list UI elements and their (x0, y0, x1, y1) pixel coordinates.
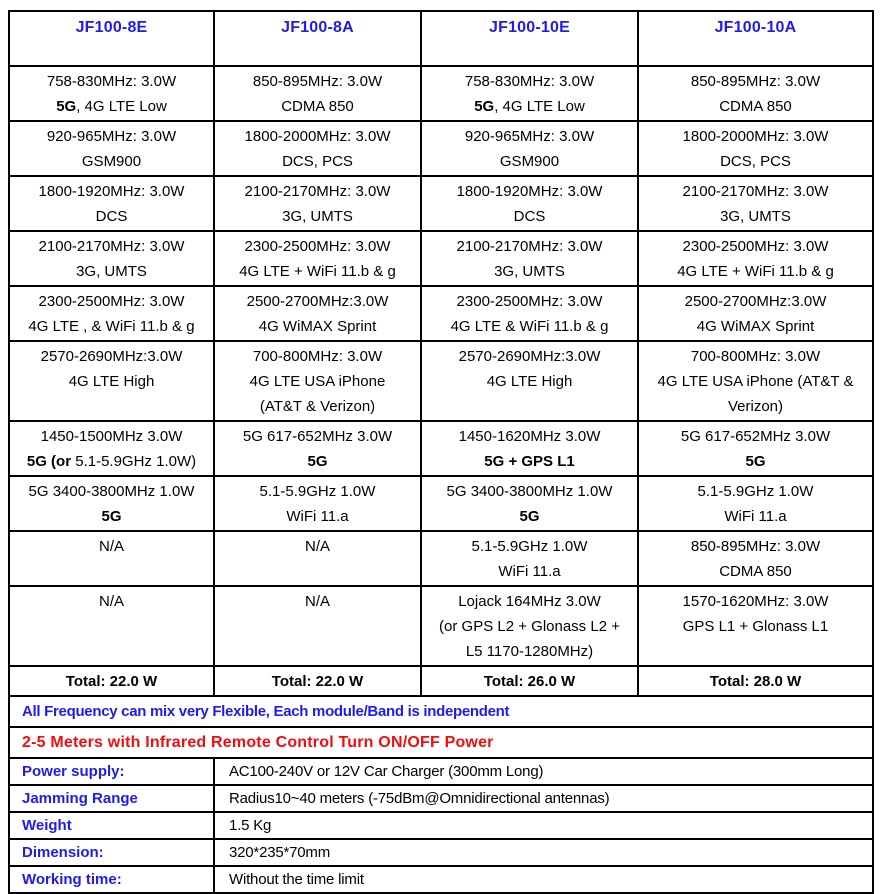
band-row (9, 66, 873, 121)
band-line (216, 234, 419, 259)
band-line (216, 289, 419, 314)
total-jf100-10e: Total: 26.0 W (421, 666, 638, 696)
band-text: N/A (98, 593, 124, 610)
note-remote-control: 2-5 Meters with Infrared Remote Control Turn ON/OFF Power (9, 727, 873, 758)
band-line (423, 94, 636, 119)
band-line (423, 424, 636, 449)
band-rows (9, 66, 873, 666)
band-text: 5.1-5.9GHz 1.0W (259, 483, 376, 500)
band-text: 5G (56, 98, 77, 115)
band-line (423, 369, 636, 394)
total-jf100-8e: Total: 22.0 W (9, 666, 214, 696)
band-text: WiFi 11.a (286, 508, 349, 525)
band-text: 4G LTE , & WiFi 11.b & g (28, 318, 195, 335)
band-text: 2300-2500MHz: 3.0W (682, 238, 829, 255)
band-cell-r1-c4 (638, 66, 873, 121)
band-line (640, 424, 871, 449)
band-line (11, 234, 212, 259)
band-cell-r6-c2 (214, 341, 421, 421)
band-row (9, 421, 873, 476)
band-row (9, 476, 873, 531)
band-line (11, 534, 212, 559)
band-text: Lojack 164MHz 3.0W (458, 593, 601, 610)
band-line (423, 589, 636, 614)
model-header-jf100-10e: JF100-10E (421, 11, 638, 66)
model-header-jf100-10a: JF100-10A (638, 11, 873, 66)
band-text: DCS, PCS (282, 153, 353, 170)
band-line (11, 449, 212, 474)
spec-row-power-supply (9, 758, 873, 785)
band-cell-r9-c4 (638, 531, 873, 586)
band-cell-r3-c1 (9, 176, 214, 231)
band-text: 2570-2690MHz:3.0W (40, 348, 183, 365)
spec-row-weight (9, 812, 873, 839)
model-header-row (9, 11, 873, 66)
band-text: 2100-2170MHz: 3.0W (682, 183, 829, 200)
spec-row-jamming-range (9, 785, 873, 812)
band-text: 2100-2170MHz: 3.0W (456, 238, 603, 255)
band-line (11, 314, 212, 339)
band-cell-r3-c2 (214, 176, 421, 231)
band-text: 3G, UMTS (494, 263, 565, 280)
band-line (640, 479, 871, 504)
band-line (640, 449, 871, 474)
band-line (423, 504, 636, 529)
band-text: 2300-2500MHz: 3.0W (38, 293, 185, 310)
band-text: L5 1170-1280MHz) (465, 643, 594, 660)
band-text: 1450-1620MHz 3.0W (458, 428, 601, 445)
band-line (423, 179, 636, 204)
band-text: 2500-2700MHz:3.0W (684, 293, 827, 310)
band-text: CDMA 850 (719, 98, 792, 115)
band-line (216, 259, 419, 284)
band-line (216, 149, 419, 174)
band-text: , 4G LTE Low (76, 98, 167, 115)
band-text: 1800-1920MHz: 3.0W (456, 183, 603, 200)
band-line (423, 149, 636, 174)
band-text: 5G 617-652MHz 3.0W (242, 428, 393, 445)
band-text: 5G (or (26, 453, 72, 470)
band-text: 850-895MHz: 3.0W (690, 73, 821, 90)
band-line (640, 369, 871, 394)
band-text: 5G (307, 453, 328, 470)
band-text: 850-895MHz: 3.0W (690, 538, 821, 555)
band-text: 5G + GPS L1 (484, 453, 575, 470)
band-text: 4G WiMAX Sprint (258, 318, 377, 335)
band-line (216, 589, 419, 614)
band-line (640, 234, 871, 259)
band-line (640, 204, 871, 229)
band-line (640, 559, 871, 584)
band-line (216, 124, 419, 149)
band-line (11, 369, 212, 394)
band-cell-r6-c3 (421, 341, 638, 421)
band-cell-r7-c1 (9, 421, 214, 476)
band-line (640, 314, 871, 339)
band-text: 5.1-5.9GHz 1.0W (471, 538, 588, 555)
band-cell-r2-c3 (421, 121, 638, 176)
band-text: 4G LTE High (486, 373, 573, 390)
band-text: 1800-2000MHz: 3.0W (244, 128, 391, 145)
spec-value-weight: 1.5 Kg (214, 812, 873, 839)
band-cell-r3-c3 (421, 176, 638, 231)
band-cell-r4-c4 (638, 231, 873, 286)
band-line (216, 534, 419, 559)
band-cell-r9-c3 (421, 531, 638, 586)
band-text: DCS, PCS (720, 153, 791, 170)
band-line (216, 69, 419, 94)
band-row (9, 176, 873, 231)
spec-row-dimension (9, 839, 873, 866)
band-line (11, 424, 212, 449)
note-flexibility: All Frequency can mix very Flexible, Each module/Band is independent (9, 696, 873, 727)
band-cell-r10-c3 (421, 586, 638, 666)
band-text: 5G 3400-3800MHz 1.0W (28, 483, 195, 500)
band-text: 5G (474, 98, 495, 115)
band-line (640, 614, 871, 639)
band-cell-r5-c3 (421, 286, 638, 341)
band-text: 4G LTE + WiFi 11.b & g (677, 263, 834, 280)
spec-label-weight: Weight (9, 812, 214, 839)
spec-label-dimension: Dimension: (9, 839, 214, 866)
band-text: 4G LTE + WiFi 11.b & g (239, 263, 396, 280)
model-header-jf100-8e: JF100-8E (9, 11, 214, 66)
band-line (216, 94, 419, 119)
band-row (9, 121, 873, 176)
spec-value-dimension: 320*235*70mm (214, 839, 873, 866)
band-text: DCS (513, 208, 546, 225)
band-line (11, 479, 212, 504)
band-line (11, 69, 212, 94)
total-jf100-8a: Total: 22.0 W (214, 666, 421, 696)
band-text: 5G 3400-3800MHz 1.0W (446, 483, 613, 500)
band-text: 5G 617-652MHz 3.0W (680, 428, 831, 445)
band-line (11, 504, 212, 529)
band-cell-r10-c2 (214, 586, 421, 666)
spec-value-power-supply: AC100-240V or 12V Car Charger (300mm Long) (214, 758, 873, 785)
band-text: 1800-2000MHz: 3.0W (682, 128, 829, 145)
model-header-jf100-8a: JF100-8A (214, 11, 421, 66)
band-text: 3G, UMTS (282, 208, 353, 225)
band-line (216, 344, 419, 369)
total-jf100-10a: Total: 28.0 W (638, 666, 873, 696)
band-text: 5G (101, 508, 122, 525)
band-line (640, 394, 871, 419)
band-text: 850-895MHz: 3.0W (252, 73, 383, 90)
band-line (423, 289, 636, 314)
band-cell-r2-c2 (214, 121, 421, 176)
band-cell-r3-c4 (638, 176, 873, 231)
band-cell-r8-c3 (421, 476, 638, 531)
band-row (9, 531, 873, 586)
band-line (216, 369, 419, 394)
band-cell-r8-c1 (9, 476, 214, 531)
product-comparison-table (8, 10, 874, 894)
band-line (423, 124, 636, 149)
band-line (11, 179, 212, 204)
band-line (216, 204, 419, 229)
band-line (640, 124, 871, 149)
band-text: N/A (98, 538, 124, 555)
total-row (9, 666, 873, 696)
band-row (9, 286, 873, 341)
band-line (423, 204, 636, 229)
band-cell-r10-c1 (9, 586, 214, 666)
note-remote-control-row (9, 727, 873, 758)
band-line (640, 94, 871, 119)
band-line (640, 259, 871, 284)
band-line (423, 614, 636, 639)
band-text: 4G LTE USA iPhone (249, 373, 386, 390)
band-text: 4G LTE & WiFi 11.b & g (450, 318, 609, 335)
band-line (640, 289, 871, 314)
band-line (423, 69, 636, 94)
band-cell-r8-c4 (638, 476, 873, 531)
band-text: GSM900 (499, 153, 560, 170)
spec-value-working-time: Without the time limit (214, 866, 873, 893)
spec-label-jamming-range: Jamming Range (9, 785, 214, 812)
band-line (423, 449, 636, 474)
band-text: 4G WiMAX Sprint (696, 318, 815, 335)
band-line (216, 394, 419, 419)
band-cell-r10-c4 (638, 586, 873, 666)
band-line (423, 559, 636, 584)
band-line (11, 124, 212, 149)
spec-value-jamming-range: Radius10~40 meters (-75dBm@Omnidirectional antennas) (214, 785, 873, 812)
band-line (11, 204, 212, 229)
band-line (11, 94, 212, 119)
band-text: 758-830MHz: 3.0W (464, 73, 595, 90)
band-line (216, 504, 419, 529)
band-text: GPS L1 + Glonass L1 (682, 618, 829, 635)
band-line (640, 504, 871, 529)
band-line (216, 479, 419, 504)
band-line (640, 589, 871, 614)
band-text: 920-965MHz: 3.0W (46, 128, 177, 145)
band-text: 2100-2170MHz: 3.0W (38, 238, 185, 255)
band-cell-r9-c1 (9, 531, 214, 586)
band-text: N/A (304, 593, 330, 610)
band-line (640, 344, 871, 369)
note-flexibility-row (9, 696, 873, 727)
band-text: 1800-1920MHz: 3.0W (38, 183, 185, 200)
band-line (640, 534, 871, 559)
band-line (423, 259, 636, 284)
band-line (423, 534, 636, 559)
band-text: 3G, UMTS (720, 208, 791, 225)
band-text: 4G LTE High (68, 373, 155, 390)
band-text: CDMA 850 (719, 563, 792, 580)
band-cell-r5-c4 (638, 286, 873, 341)
band-cell-r2-c1 (9, 121, 214, 176)
band-line (11, 289, 212, 314)
band-text: (or GPS L2 + Glonass L2 + (439, 618, 620, 635)
band-line (423, 314, 636, 339)
band-text: 5G (519, 508, 540, 525)
band-cell-r4-c1 (9, 231, 214, 286)
band-line (423, 344, 636, 369)
band-text: 1450-1500MHz 3.0W (40, 428, 183, 445)
band-cell-r6-c4 (638, 341, 873, 421)
band-text: 4G LTE USA iPhone (AT&T & (657, 373, 854, 390)
band-cell-r1-c1 (9, 66, 214, 121)
band-text: 2100-2170MHz: 3.0W (244, 183, 391, 200)
band-line (423, 479, 636, 504)
band-text: 5G (745, 453, 766, 470)
band-line (216, 179, 419, 204)
band-row (9, 341, 873, 421)
band-cell-r1-c3 (421, 66, 638, 121)
band-line (640, 69, 871, 94)
band-cell-r4-c2 (214, 231, 421, 286)
band-text: 1570-1620MHz: 3.0W (682, 593, 829, 610)
band-row (9, 586, 873, 666)
band-text: GSM900 (81, 153, 142, 170)
band-line (11, 589, 212, 614)
band-text: 758-830MHz: 3.0W (46, 73, 177, 90)
band-text: N/A (304, 538, 330, 555)
band-line (216, 314, 419, 339)
band-line (423, 639, 636, 664)
band-text: , 4G LTE Low (494, 98, 585, 115)
band-cell-r2-c4 (638, 121, 873, 176)
band-line (11, 344, 212, 369)
band-text: 5.1-5.9GHz 1.0W) (71, 453, 197, 470)
band-text: 700-800MHz: 3.0W (252, 348, 383, 365)
band-cell-r6-c1 (9, 341, 214, 421)
band-line (216, 424, 419, 449)
band-line (640, 179, 871, 204)
band-text: 2300-2500MHz: 3.0W (456, 293, 603, 310)
band-text: CDMA 850 (281, 98, 354, 115)
band-text: 920-965MHz: 3.0W (464, 128, 595, 145)
band-line (11, 259, 212, 284)
band-text: DCS (95, 208, 128, 225)
spec-row-working-time (9, 866, 873, 893)
band-text: 2500-2700MHz:3.0W (246, 293, 389, 310)
band-cell-r5-c2 (214, 286, 421, 341)
band-cell-r8-c2 (214, 476, 421, 531)
band-row (9, 231, 873, 286)
band-text: 5.1-5.9GHz 1.0W (697, 483, 814, 500)
band-cell-r9-c2 (214, 531, 421, 586)
band-line (11, 149, 212, 174)
band-text: WiFi 11.a (724, 508, 787, 525)
band-cell-r4-c3 (421, 231, 638, 286)
band-line (640, 149, 871, 174)
summary-rows (9, 666, 873, 893)
band-text: (AT&T & Verizon) (259, 398, 376, 415)
band-text: 2300-2500MHz: 3.0W (244, 238, 391, 255)
band-text: 3G, UMTS (76, 263, 147, 280)
band-text: WiFi 11.a (498, 563, 561, 580)
band-cell-r5-c1 (9, 286, 214, 341)
band-cell-r7-c4 (638, 421, 873, 476)
spec-label-power-supply: Power supply: (9, 758, 214, 785)
band-line (423, 234, 636, 259)
band-line (216, 449, 419, 474)
band-cell-r7-c3 (421, 421, 638, 476)
band-text: Verizon) (727, 398, 784, 415)
spec-label-working-time: Working time: (9, 866, 214, 893)
band-text: 700-800MHz: 3.0W (690, 348, 821, 365)
band-cell-r1-c2 (214, 66, 421, 121)
band-cell-r7-c2 (214, 421, 421, 476)
band-text: 2570-2690MHz:3.0W (458, 348, 601, 365)
